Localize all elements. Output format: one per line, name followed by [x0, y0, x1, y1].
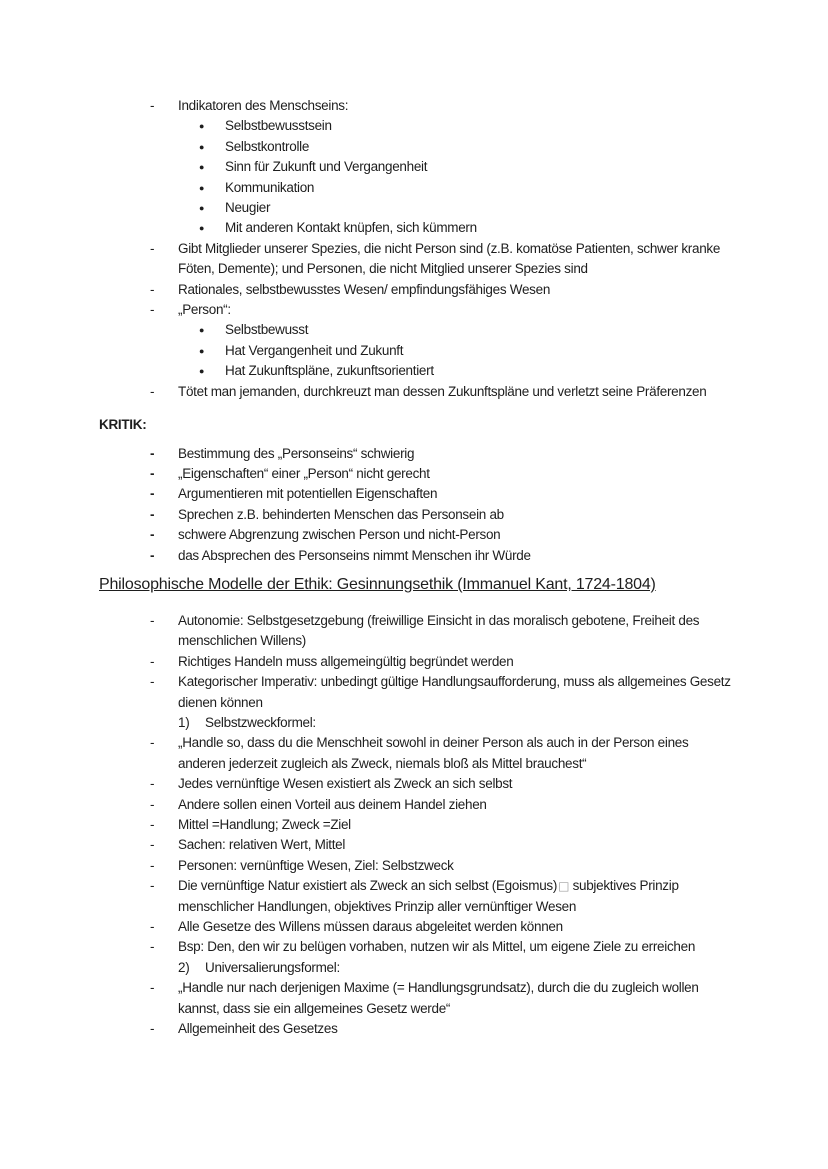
dash-marker: -: [150, 98, 155, 113]
list-item: [99, 198, 736, 218]
list-item-text: schwere Abgrenzung zwischen Person und nicht-Person: [178, 527, 501, 543]
list-item-text: „Person“:: [178, 302, 231, 318]
list-item: [99, 464, 736, 484]
list-item-text: Neugier: [225, 200, 271, 216]
list-item: [99, 96, 736, 116]
dash-marker: -: [150, 796, 155, 812]
list-item-text: Personen: vernünftige Wesen, Ziel: Selbstzweck: [178, 857, 454, 873]
dash-marker: -: [150, 1021, 155, 1037]
list-item: [99, 795, 736, 815]
list-item: [99, 218, 736, 238]
list-item: [99, 137, 736, 157]
number-marker: 2): [178, 959, 190, 975]
list-item: [99, 815, 736, 835]
dash-marker: -: [150, 465, 155, 481]
bullet-marker: ●: [199, 366, 205, 377]
list-item: [99, 157, 736, 177]
section-heading: Philosophische Modelle der Ethik: Gesinnungsethik (Immanuel Kant, 1724-1804): [99, 575, 656, 593]
list-item-text: Hat Zukunftspläne, zukunftsorientiert: [225, 363, 434, 379]
list-item-text: Autonomie: Selbstgesetzgebung (freiwillige Einsicht in das moralisch gebotene, Freiheit des menschlichen Willens): [178, 612, 700, 649]
list-item-text: Andere sollen einen Vorteil aus deinem Handel ziehen: [178, 796, 487, 812]
list-item-text: „Handle so, dass du die Menschheit sowohl in deiner Person als auch in der Person eines anderen jederzeit zugleich als Zweck, niemals bloß als Mittel brauchest“: [178, 735, 689, 771]
list-item: [99, 546, 736, 566]
list-item-text: Selbstzweckformel:: [205, 714, 316, 730]
list-item: [99, 382, 736, 402]
list-item-text: Kommunikation: [225, 179, 315, 195]
list-item: [99, 672, 736, 713]
dash-marker: -: [150, 776, 155, 792]
list-item-text: Mit anderen Kontakt knüpfen, sich kümmern: [225, 220, 477, 236]
dash-marker: -: [150, 302, 155, 318]
list-item-text: Allgemeinheit des Gesetzes: [178, 1021, 338, 1037]
bullet-marker: ●: [199, 223, 205, 234]
numbered-list-item: [99, 958, 736, 978]
list-item: [99, 525, 736, 545]
missing-glyph-box: □: [558, 879, 570, 894]
bullet-marker: ●: [199, 162, 205, 173]
list-item: [99, 1019, 736, 1039]
list-item: [99, 856, 736, 876]
list-item: [99, 361, 736, 381]
dash-marker: -: [150, 939, 155, 955]
bullet-marker: ●: [199, 325, 205, 336]
bullet-marker: ●: [199, 203, 205, 214]
list-item: [99, 239, 736, 280]
numbered-list-item: [99, 713, 736, 733]
list-item-text: Alle Gesetze des Willens müssen daraus abgeleitet werden können: [178, 919, 563, 935]
dash-marker: -: [150, 980, 155, 996]
list-item-text: Universalierungsformel:: [205, 959, 340, 975]
list-item-text: Selbstkontrolle: [225, 138, 310, 154]
bullet-marker: ●: [199, 141, 205, 152]
list-item: [99, 917, 736, 937]
dash-marker: -: [150, 547, 155, 563]
dash-marker: -: [150, 817, 155, 832]
dash-marker: -: [150, 837, 155, 853]
list-item-text: Mittel =Handlung; Zweck =Ziel: [178, 817, 351, 832]
list-item-text: „Eigenschaften“ einer „Person“ nicht gerecht: [178, 465, 430, 481]
list-item: [99, 733, 736, 774]
dash-marker: -: [150, 445, 155, 461]
list-item-text: „Handle nur nach derjenigen Maxime (= Handlungsgrundsatz), durch die du zugleich wollen kannst, dass sie ein allgemeines Gesetz werde“: [178, 980, 699, 1016]
list-item-text: Sprechen z.B. behinderten Menschen das Personsein ab: [178, 506, 504, 522]
list-item-text: Gibt Mitglieder unserer Spezies, die nicht Person sind (z.B. komatöse Patienten, schwer kranke Föten, Demente); und Personen, die nicht Mitglied unserer Spezies sind: [178, 240, 721, 277]
list-item-text: Hat Vergangenheit und Zukunft: [225, 342, 404, 358]
list-item: [99, 978, 736, 1019]
document-content: [99, 96, 736, 1039]
dash-marker: -: [150, 735, 155, 751]
dash-marker: -: [150, 653, 155, 669]
list-item: [99, 505, 736, 525]
dash-marker: -: [150, 674, 155, 690]
list-item-text-part: Die vernünftige Natur existiert als Zweck an sich selbst (Egoismus): [178, 878, 558, 894]
list-item-text: Jedes vernünftige Wesen existiert als Zweck an sich selbst: [178, 776, 513, 792]
list-item: [99, 876, 736, 917]
list-item: [99, 116, 736, 136]
list-item: [99, 484, 736, 504]
dash-marker: -: [150, 527, 155, 543]
list-item: [99, 320, 736, 340]
dash-marker: -: [150, 486, 155, 502]
list-item-text: Tötet man jemanden, durchkreuzt man dessen Zukunftspläne und verletzt seine Präferenzen: [178, 383, 707, 399]
dash-marker: -: [150, 612, 155, 628]
dash-marker: -: [150, 878, 155, 894]
list-item-text: Selbstbewusst: [225, 322, 309, 338]
list-item: [99, 774, 736, 794]
list-item-text: Sinn für Zukunft und Vergangenheit: [225, 159, 428, 175]
list-item: [99, 341, 736, 361]
list-item-text: Argumentieren mit potentiellen Eigenschaften: [178, 486, 438, 502]
dash-marker: -: [150, 240, 155, 256]
dash-marker: -: [150, 919, 155, 935]
bullet-marker: ●: [199, 182, 205, 193]
list-item-text-part: subjektives Prinzip menschlicher Handlungen, objektives Prinzip aller vernünftiger Wesen: [178, 878, 679, 914]
list-item: [99, 652, 736, 672]
list-item: [99, 444, 736, 464]
list-item-text: Indikatoren des Menschseins:: [178, 98, 349, 113]
list-item: [99, 280, 736, 300]
list-item-text: das Absprechen des Personseins nimmt Menschen ihr Würde: [178, 547, 531, 563]
kritik-heading: KRITIK:: [99, 417, 147, 433]
list-item-text: Bsp: Den, den wir zu belügen vorhaben, nutzen wir als Mittel, um eigene Ziele zu erreichen: [178, 939, 696, 955]
list-item: [99, 835, 736, 855]
bullet-marker: ●: [199, 345, 205, 356]
number-marker: 1): [178, 714, 190, 730]
list-item: [99, 611, 736, 652]
bullet-marker: ●: [199, 121, 205, 132]
list-item: [99, 300, 736, 320]
list-item-text: Bestimmung des „Personseins“ schwierig: [178, 445, 415, 461]
list-item-text: Richtiges Handeln muss allgemeingültig begründet werden: [178, 653, 514, 669]
dash-marker: -: [150, 383, 155, 399]
list-item-text: Selbstbewusstsein: [225, 118, 332, 134]
dash-marker: -: [150, 281, 155, 297]
list-item-text: Rationales, selbstbewusstes Wesen/ empfindungsfähiges Wesen: [178, 281, 551, 297]
list-item-text: Kategorischer Imperativ: unbedingt gültige Handlungsaufforderung, muss als allgemeines Gesetz dienen können: [178, 674, 731, 710]
list-item: [99, 178, 736, 198]
dash-marker: -: [150, 506, 155, 522]
list-item: [99, 937, 736, 957]
list-item-text: Sachen: relativen Wert, Mittel: [178, 837, 346, 853]
list-item-text: [178, 878, 679, 913]
dash-marker: -: [150, 857, 155, 873]
